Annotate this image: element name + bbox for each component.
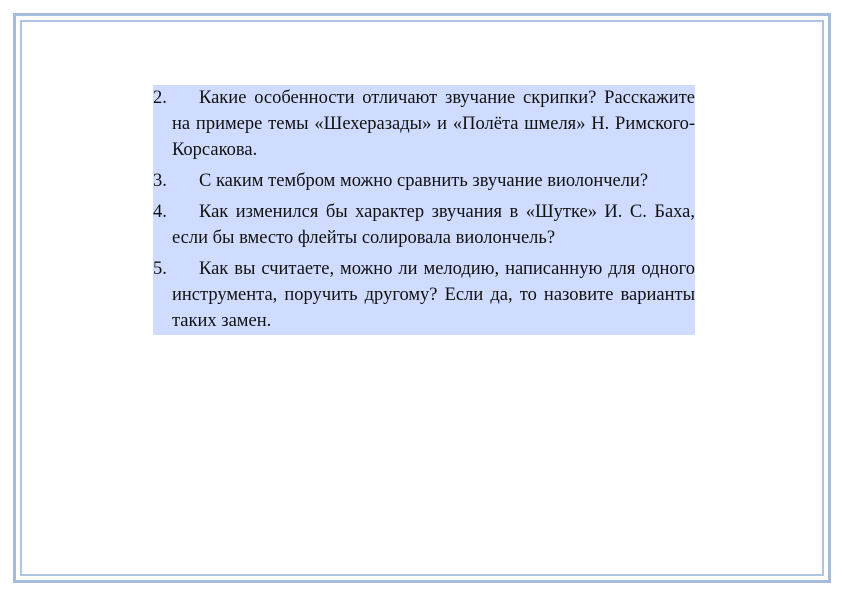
question-text: Как вы считаете, можно ли мелодию, написанную для одного инструмента, поручить другому? Если да, то назовите варианты таких замен. [172,259,695,331]
question-text: Какие особенности отличают звучание скрипки? Расскажите на примере темы «Шехеразады» и «Полёта шмеля» Н. Римского-Корсакова. [172,88,695,160]
question-text: Как изменился бы характер звучания в «Шутке» И. С. Баха, если бы вместо флейты солировала виолончель? [172,202,695,248]
question-number: 4. [153,202,167,222]
question-item [153,168,695,194]
question-item [153,85,695,163]
question-text: С каким тембром можно сравнить звучание виолончели? [199,171,649,191]
question-number: 3. [153,171,167,191]
question-item [153,199,695,251]
question-number: 2. [153,88,167,108]
question-number: 5. [153,259,167,279]
question-list [153,85,695,335]
question-item [153,256,695,334]
